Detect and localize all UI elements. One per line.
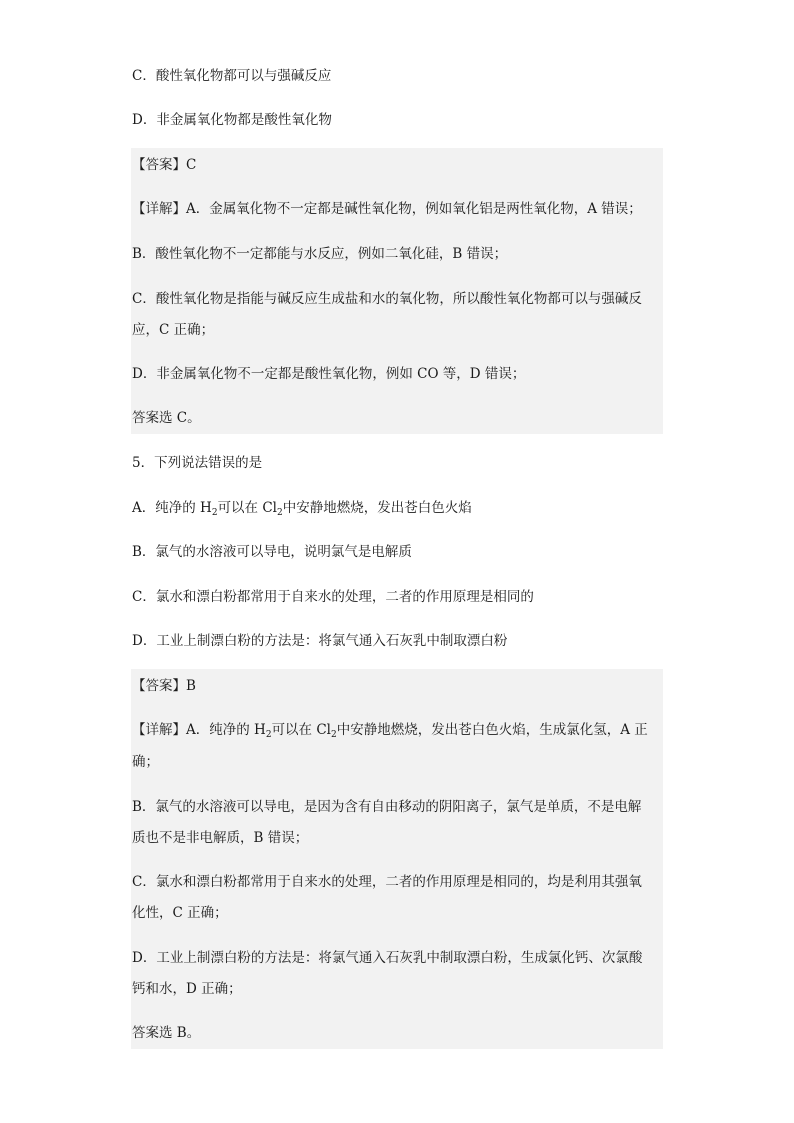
q5-answer: 【答案】B [132,678,196,694]
q4-answer: 【答案】C [132,157,197,173]
q5-option-c: C．氯水和漂白粉都常用于自来水的处理，二者的作用原理是相同的 [132,589,534,605]
q4-detail-b: B．酸性氧化物不一定都能与水反应，例如二氧化硅，B 错误； [132,246,508,262]
q4-detail-d: D．非金属氧化物不一定都是酸性氧化物，例如 CO 等，D 错误； [132,366,526,382]
q5-option-b: B．氯气的水溶液可以导电，说明氯气是电解质 [132,544,412,560]
q5-option-a: A．纯净的 $H_2$可以在 $Cl_2$中安静地燃烧，发出苍白色火焰 [132,500,472,518]
q4-detail-c-line2: 应，C 正确； [132,322,215,338]
q5-final-answer: 答案选 B。 [132,1025,201,1041]
q5-detail-a-line2: 确； [132,754,159,770]
q5-stem: 5．下列说法错误的是 [132,455,263,471]
q5-detail-c-line1: C．氯水和漂白粉都常用于自来水的处理，二者的作用原理是相同的，均是利用其强氧 [132,874,642,890]
q5-detail-d-line2: 钙和水，D 正确； [132,981,242,997]
q5-detail-b-line1: B．氯气的水溶液可以导电，是因为含有自由移动的阴阳离子，氯气是单质，不是电解 [132,799,642,815]
q5-detail-a-line1: 【详解】A．纯净的 $H_2$可以在 $Cl_2$中安静地燃烧，发出苍白色火焰，生成氯化氢，A 正 [132,722,648,740]
q5-detail-b-line2: 质也不是非电解质，B 错误； [132,830,309,846]
q5-detail-c-line2: 化性，C 正确； [132,905,228,921]
q4-final-answer: 答案选 C。 [132,410,201,426]
q5-detail-d-line1: D．工业上制漂白粉的方法是：将氯气通入石灰乳中制取漂白粉，生成氯化钙、次氯酸 [132,950,643,966]
q5-option-d: D．工业上制漂白粉的方法是：将氯气通入石灰乳中制取漂白粉 [132,633,508,649]
q4-option-c: C．酸性氧化物都可以与强碱反应 [132,68,332,84]
q4-option-d: D．非金属氧化物都是酸性氧化物 [132,112,332,128]
q4-detail-c-line1: C．酸性氧化物是指能与碱反应生成盐和水的氧化物，所以酸性氧化物都可以与强碱反 [132,291,642,307]
q4-detail-a: 【详解】A．金属氧化物不一定都是碱性氧化物，例如氧化铝是两性氧化物，A 错误； [132,201,642,217]
